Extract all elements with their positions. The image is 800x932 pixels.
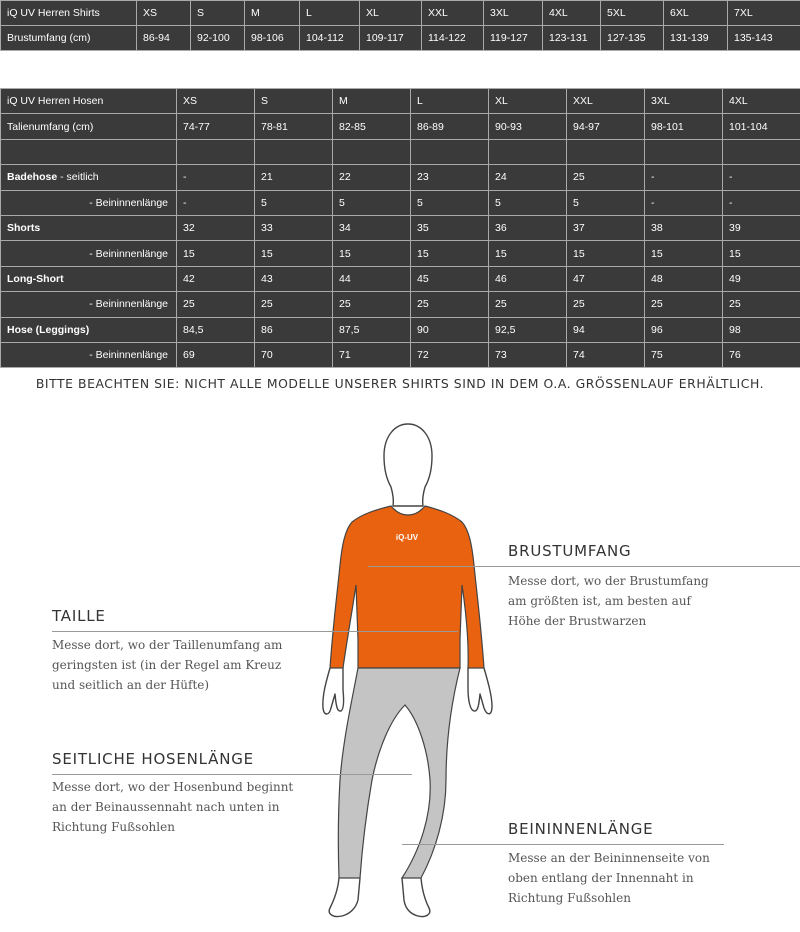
table-cell: 15 <box>489 241 567 266</box>
table-cell: Shorts <box>1 215 177 240</box>
table-cell: 22 <box>333 165 411 190</box>
table-cell <box>723 139 800 164</box>
table-cell: 114-122 <box>422 26 484 51</box>
table-cell: S <box>191 1 245 26</box>
right-hand-outline <box>468 668 492 714</box>
taille-description: Messe dort, wo der Taillenumfang am geringsten ist (in der Regel am Kreuz und seitlich an der Hüfte) <box>52 638 283 692</box>
table-cell: - Beininnenlänge <box>1 342 177 367</box>
table-cell: - Beininnenlänge <box>1 190 177 215</box>
table-cell: 25 <box>333 292 411 317</box>
table-cell: 5 <box>411 190 489 215</box>
pants-subrow <box>1 241 800 266</box>
table-cell: 45 <box>411 266 489 291</box>
table-cell: iQ UV Herren Shirts <box>1 1 137 26</box>
table-cell: 86-89 <box>411 114 489 139</box>
table-cell: 4XL <box>723 89 800 114</box>
table-cell <box>567 139 645 164</box>
brust-line <box>368 566 800 567</box>
table-cell: - <box>177 165 255 190</box>
table-cell: 15 <box>723 241 800 266</box>
table-cell: 33 <box>255 215 333 240</box>
table-cell: 131-139 <box>664 26 728 51</box>
table-cell: 25 <box>255 292 333 317</box>
seitlich-line <box>52 774 412 775</box>
table-cell: 94 <box>567 317 645 342</box>
table-cell: 90 <box>411 317 489 342</box>
table-cell: 119-127 <box>484 26 543 51</box>
table-cell: - <box>645 190 723 215</box>
leggings <box>338 668 460 878</box>
table-cell: 5 <box>489 190 567 215</box>
table-cell: 15 <box>411 241 489 266</box>
table-cell: 98-106 <box>245 26 300 51</box>
pants-header-row <box>1 89 800 114</box>
table-cell: 25 <box>177 292 255 317</box>
table-cell: - <box>723 190 800 215</box>
table-cell: 3XL <box>645 89 723 114</box>
table-cell <box>645 139 723 164</box>
pants-section-row <box>1 215 800 240</box>
table-cell: 76 <box>723 342 800 367</box>
table-cell: XL <box>489 89 567 114</box>
table-cell: 73 <box>489 342 567 367</box>
table-cell: 123-131 <box>543 26 601 51</box>
table-cell: M <box>245 1 300 26</box>
table-cell: XXL <box>567 89 645 114</box>
table-cell: 35 <box>411 215 489 240</box>
table-cell: M <box>333 89 411 114</box>
table-cell: 90-93 <box>489 114 567 139</box>
table-cell: 34 <box>333 215 411 240</box>
pants-subrow <box>1 292 800 317</box>
table-cell: 82-85 <box>333 114 411 139</box>
shirts-chest-row <box>1 26 800 51</box>
pants-section-row <box>1 165 800 190</box>
taille-title: TAILLE <box>52 607 106 625</box>
table-cell: 48 <box>645 266 723 291</box>
shirt <box>330 506 484 668</box>
brust-title: BRUSTUMFANG <box>508 542 632 560</box>
table-cell: - Beininnenlänge <box>1 241 177 266</box>
table-cell: 69 <box>177 342 255 367</box>
left-hand-outline <box>323 668 344 714</box>
table-cell: 92,5 <box>489 317 567 342</box>
table-cell: XL <box>360 1 422 26</box>
table-cell: 5 <box>255 190 333 215</box>
pants-size-table <box>0 88 800 368</box>
shirt-logo: iQ-UV <box>395 533 419 542</box>
table-cell <box>255 139 333 164</box>
table-cell: 37 <box>567 215 645 240</box>
table-cell: 5 <box>567 190 645 215</box>
table-cell: 42 <box>177 266 255 291</box>
table-cell: 39 <box>723 215 800 240</box>
table-cell: 7XL <box>728 1 800 26</box>
table-cell: 49 <box>723 266 800 291</box>
table-cell: - <box>645 165 723 190</box>
table-cell: 101-104 <box>723 114 800 139</box>
table-cell: 74 <box>567 342 645 367</box>
table-cell: Badehose - seitlich <box>1 165 177 190</box>
table-cell: 6XL <box>664 1 728 26</box>
table-cell <box>411 139 489 164</box>
table-cell <box>333 139 411 164</box>
table-cell: 86 <box>255 317 333 342</box>
table-cell: 135-143 <box>728 26 800 51</box>
table-cell: 15 <box>177 241 255 266</box>
pants-subrow <box>1 190 800 215</box>
table-cell: XS <box>137 1 191 26</box>
table-cell: 94-97 <box>567 114 645 139</box>
table-cell: 25 <box>567 292 645 317</box>
table-cell: Hose (Leggings) <box>1 317 177 342</box>
table-cell: 104-112 <box>300 26 360 51</box>
shirts-header-row <box>1 1 800 26</box>
table-cell: 23 <box>411 165 489 190</box>
table-cell: 4XL <box>543 1 601 26</box>
seitlich-description: Messe dort, wo der Hosenbund beginnt an der Beinaussennaht nach unten in Richtung Fußsohlen <box>52 780 294 834</box>
table-cell: 5 <box>333 190 411 215</box>
table-cell: 21 <box>255 165 333 190</box>
table-cell: 15 <box>255 241 333 266</box>
table-cell <box>489 139 567 164</box>
table-cell: 84,5 <box>177 317 255 342</box>
head-outline <box>384 424 432 506</box>
table-cell: 92-100 <box>191 26 245 51</box>
table-cell: Long-Short <box>1 266 177 291</box>
table-cell: 109-117 <box>360 26 422 51</box>
taille-line <box>52 631 458 632</box>
table-cell: 71 <box>333 342 411 367</box>
table-cell: iQ UV Herren Hosen <box>1 89 177 114</box>
table-cell: 32 <box>177 215 255 240</box>
table-cell: 72 <box>411 342 489 367</box>
pants-section-row <box>1 266 800 291</box>
innen-title: BEININNENLÄNGE <box>508 820 654 838</box>
table-cell: 98-101 <box>645 114 723 139</box>
table-cell <box>177 139 255 164</box>
table-cell: S <box>255 89 333 114</box>
pants-subrow <box>1 342 800 367</box>
pants-spacer-row <box>1 139 800 164</box>
table-cell: 25 <box>411 292 489 317</box>
table-cell: 15 <box>645 241 723 266</box>
brust-description: Messe dort, wo der Brustumfang am größten ist, am besten auf Höhe der Brustwarzen <box>508 574 709 628</box>
table-cell: - <box>177 190 255 215</box>
table-cell: 87,5 <box>333 317 411 342</box>
table-cell: 25 <box>645 292 723 317</box>
table-cell: 74-77 <box>177 114 255 139</box>
table-cell: 15 <box>567 241 645 266</box>
table-cell: 15 <box>333 241 411 266</box>
table-cell: L <box>411 89 489 114</box>
table-cell: 36 <box>489 215 567 240</box>
availability-note: BITTE BEACHTEN SIE: NICHT ALLE MODELLE UNSERER SHIRTS SIND IN DEM O.A. GRÖSSENLAUF ERHÄLTLICH. <box>35 376 765 391</box>
table-cell: 24 <box>489 165 567 190</box>
table-cell: 38 <box>645 215 723 240</box>
table-cell: 98 <box>723 317 800 342</box>
pants-section-row <box>1 317 800 342</box>
table-cell: 43 <box>255 266 333 291</box>
table-cell: 44 <box>333 266 411 291</box>
left-foot-outline <box>329 878 360 917</box>
table-cell: L <box>300 1 360 26</box>
table-cell: 5XL <box>601 1 664 26</box>
table-cell: 3XL <box>484 1 543 26</box>
table-cell <box>1 139 177 164</box>
table-cell: 127-135 <box>601 26 664 51</box>
innen-line <box>402 844 724 845</box>
pants-waist-row <box>1 114 800 139</box>
table-cell: 70 <box>255 342 333 367</box>
table-cell: XXL <box>422 1 484 26</box>
table-cell: 96 <box>645 317 723 342</box>
shirts-size-table <box>0 0 800 51</box>
table-cell: 78-81 <box>255 114 333 139</box>
seitlich-title: SEITLICHE HOSENLÄNGE <box>52 750 254 768</box>
table-cell: 86-94 <box>137 26 191 51</box>
table-cell: Brustumfang (cm) <box>1 26 137 51</box>
table-cell: 46 <box>489 266 567 291</box>
table-cell: 75 <box>645 342 723 367</box>
table-cell: XS <box>177 89 255 114</box>
table-cell: 25 <box>489 292 567 317</box>
innen-description: Messe an der Beininnenseite von oben entlang der Innennaht in Richtung Fußsohlen <box>508 851 710 905</box>
table-cell: 25 <box>723 292 800 317</box>
table-cell: Talienumfang (cm) <box>1 114 177 139</box>
right-foot-outline <box>402 878 430 917</box>
table-cell: 25 <box>567 165 645 190</box>
table-cell: - <box>723 165 800 190</box>
table-cell: - Beininnenlänge <box>1 292 177 317</box>
table-cell: 47 <box>567 266 645 291</box>
